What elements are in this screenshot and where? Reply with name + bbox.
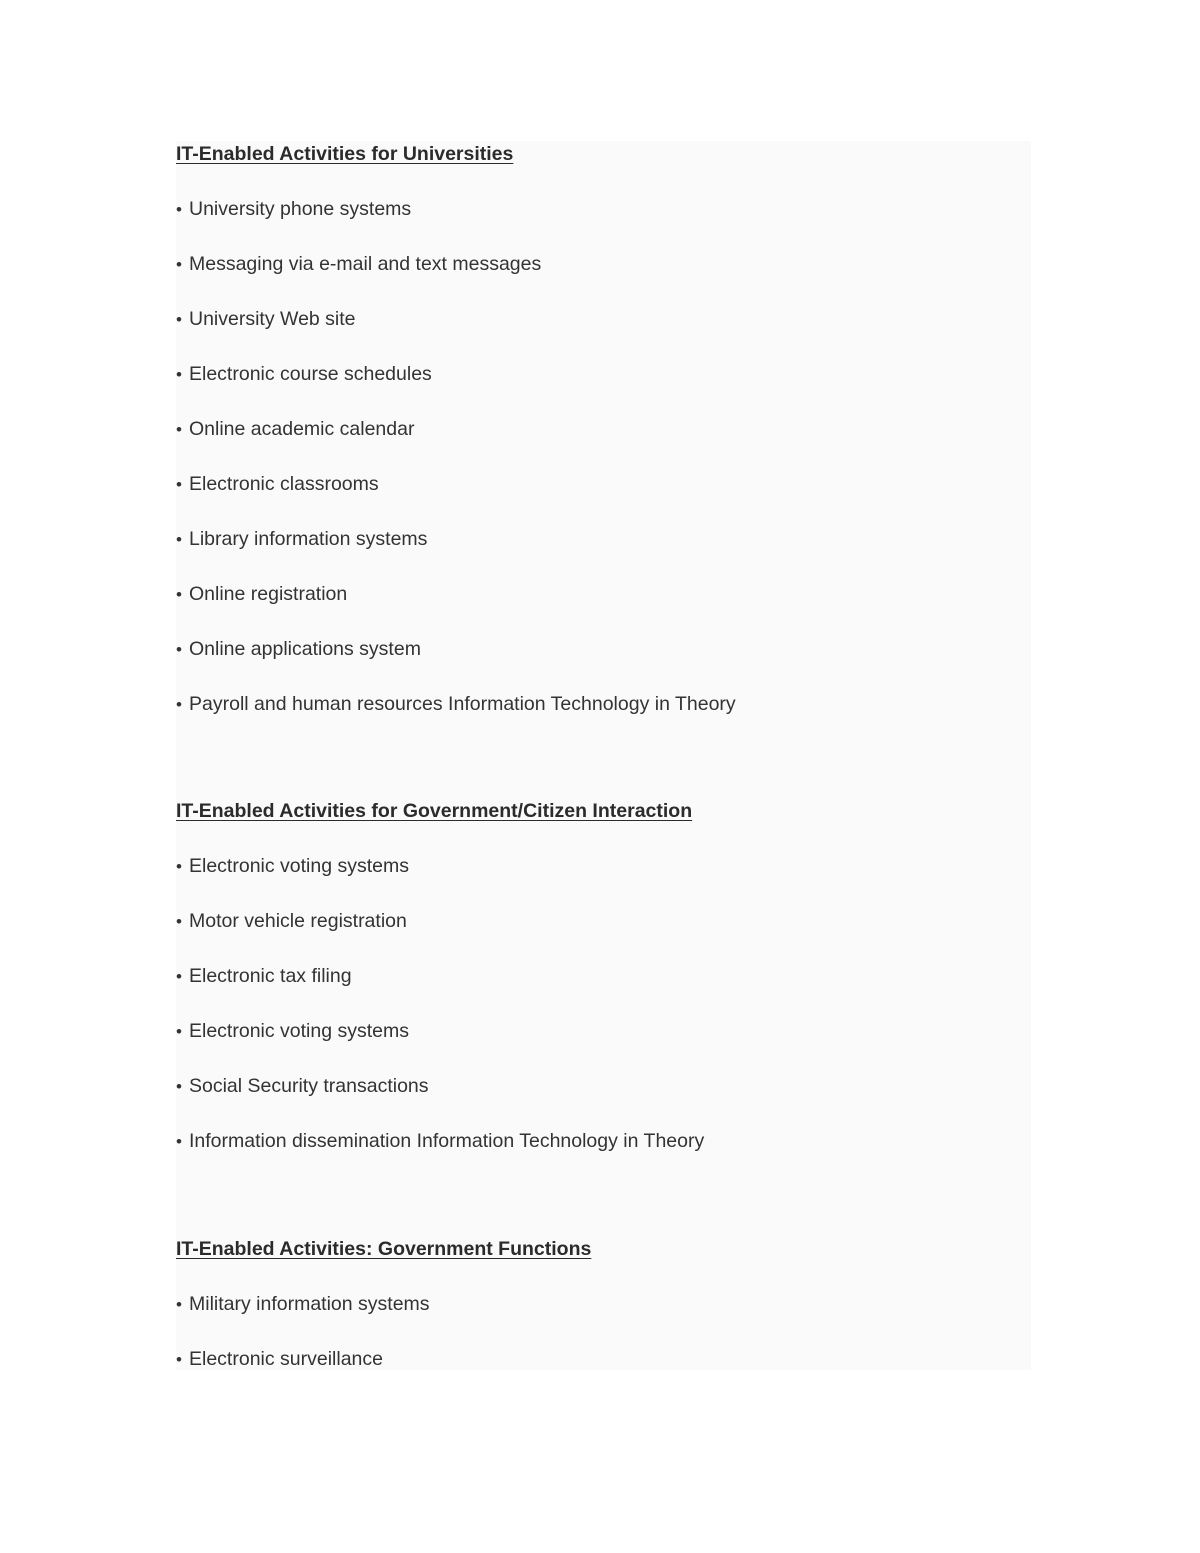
list-item-text: Messaging via e-mail and text messages [189,253,542,275]
list-item-text: University Web site [189,308,356,330]
list-item-text: Information dissemination Information Technology in Theory [189,1130,705,1152]
bullet-icon: • [176,1350,182,1369]
section-universities [176,141,1031,717]
section-government-functions [176,1236,1031,1372]
bullet-icon: • [176,1022,182,1041]
list-item-text: Military information systems [189,1293,430,1315]
list-item [176,251,1031,277]
list-item-text: Electronic voting systems [189,1020,409,1042]
list-item [176,1128,1031,1154]
list-item-text: Online academic calendar [189,418,415,440]
list-item [176,1291,1031,1317]
list-item [176,691,1031,717]
list-item [176,306,1031,332]
list-item [176,471,1031,497]
bullet-icon: • [176,255,182,274]
list-item-text: Online registration [189,583,348,605]
list-item [176,1018,1031,1044]
list-item [176,581,1031,607]
bullet-icon: • [176,1295,182,1314]
bullet-icon: • [176,310,182,329]
list-item [176,416,1031,442]
bullet-icon: • [176,1077,182,1096]
list-item-text: University phone systems [189,198,412,220]
section-government-citizen [176,798,1031,1154]
section-heading: IT-Enabled Activities: Government Functions [176,1238,592,1260]
bullet-icon: • [176,912,182,931]
list-item [176,196,1031,222]
list-item-text: Motor vehicle registration [189,910,407,932]
bullet-icon: • [176,200,182,219]
list-item-text: Payroll and human resources Information Technology in Theory [189,693,736,715]
list-item [176,526,1031,552]
list-item [176,853,1031,879]
list-item-text: Electronic tax filing [189,965,352,987]
list-item-text: Online applications system [189,638,421,660]
bullet-icon: • [176,365,182,384]
bullet-icon: • [176,967,182,986]
list-item-text: Library information systems [189,528,428,550]
bullet-icon: • [176,475,182,494]
section-heading: IT-Enabled Activities for Universities [176,143,514,165]
list-item [176,1073,1031,1099]
bullet-icon: • [176,585,182,604]
bullet-icon: • [176,695,182,714]
list-item-text: Electronic surveillance [189,1348,384,1370]
activity-list [176,196,1031,717]
section-heading: IT-Enabled Activities for Government/Citizen Interaction [176,800,693,822]
list-item [176,1346,1031,1372]
list-item-text: Electronic classrooms [189,473,379,495]
activity-list [176,1291,1031,1372]
list-item-text: Social Security transactions [189,1075,429,1097]
bullet-icon: • [176,1132,182,1151]
bullet-icon: • [176,640,182,659]
list-item [176,908,1031,934]
list-item-text: Electronic course schedules [189,363,432,385]
list-item [176,636,1031,662]
list-item [176,963,1031,989]
list-item [176,361,1031,387]
bullet-icon: • [176,530,182,549]
bullet-icon: • [176,420,182,439]
list-item-text: Electronic voting systems [189,855,409,877]
bullet-icon: • [176,857,182,876]
activity-list [176,853,1031,1154]
